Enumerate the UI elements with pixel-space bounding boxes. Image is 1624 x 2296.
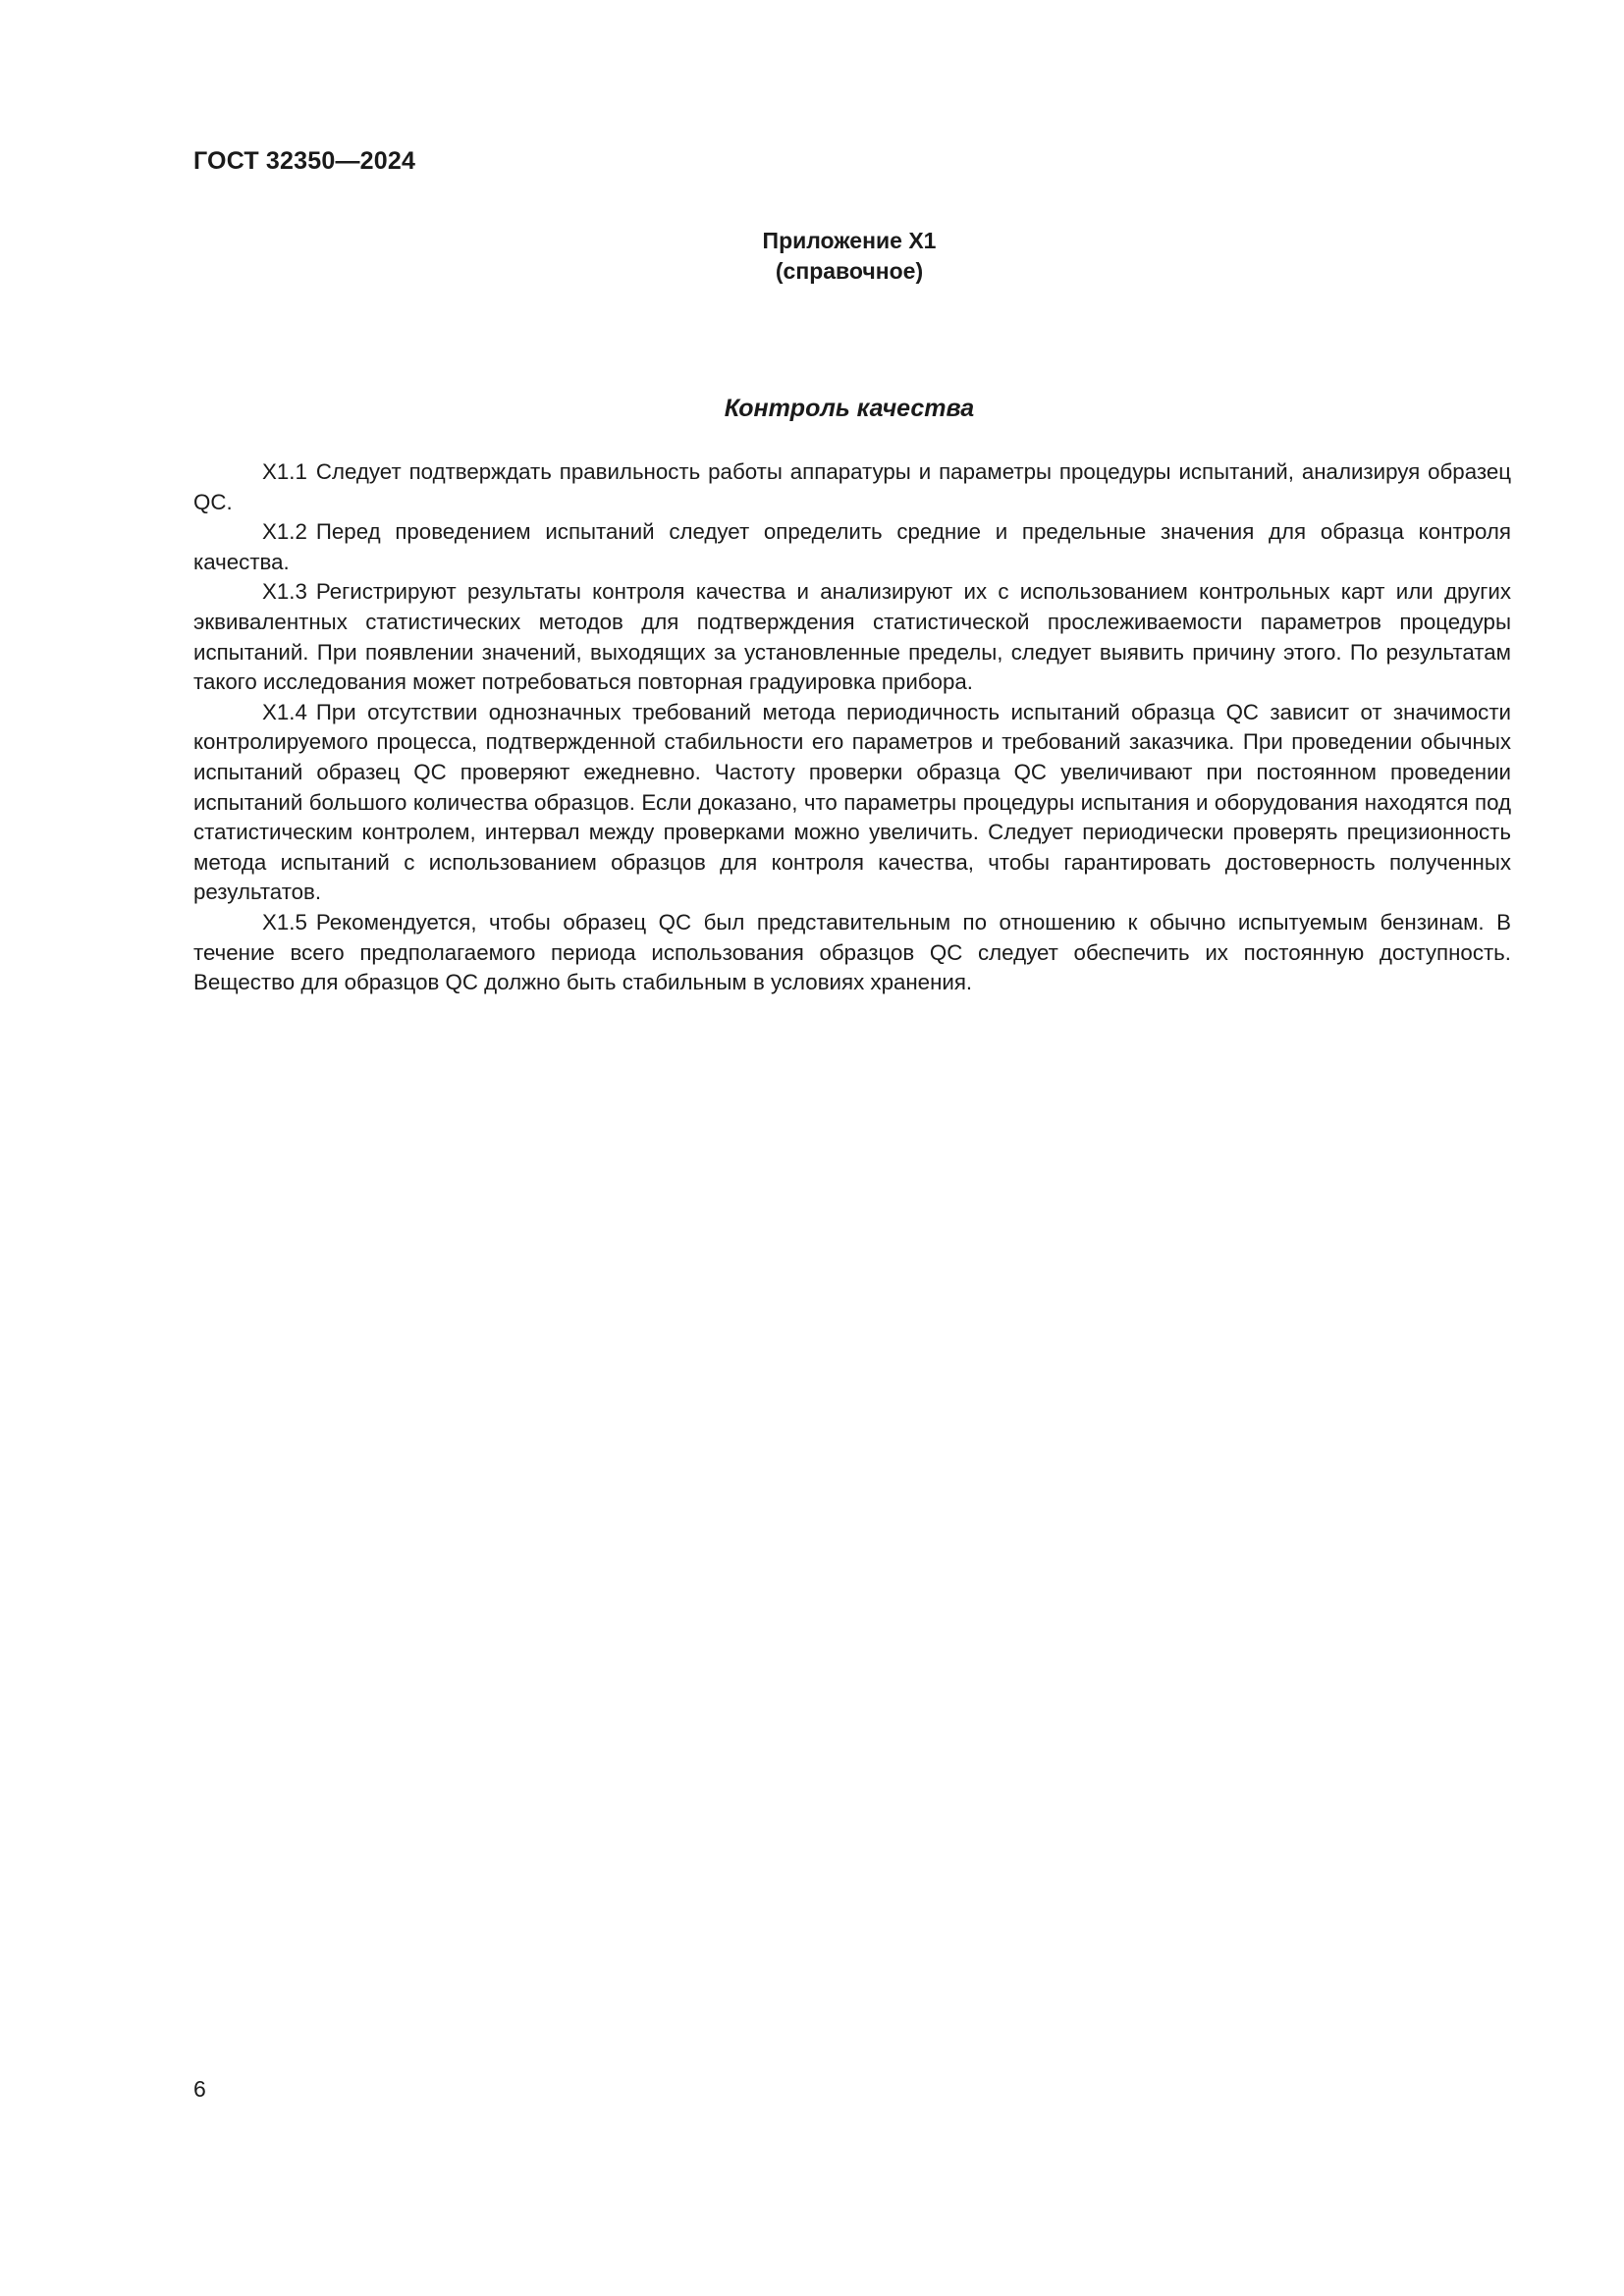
paragraph-number: X1.3 [262, 579, 307, 605]
appendix-title: Приложение X1 [762, 228, 937, 253]
paragraph-x1-5 [193, 908, 1511, 998]
section-body [193, 457, 1511, 998]
paragraph-number: X1.5 [262, 909, 307, 934]
paragraph-text: Рекомендуется, чтобы образец QC был представительным по отношению к обычно испытуемым бензинам. В течение всего предполагаемого периода использования образцов QC следует обеспечить их постоянную доступность. Вещество для образцов QC должно быть стабильным в условиях хранения. [193, 909, 1511, 995]
document-code-header: ГОСТ 32350—2024 [193, 147, 416, 175]
paragraph-x1-1 [193, 457, 1511, 517]
paragraph-text: Перед проведением испытаний следует определить средние и предельные значения для образца контроля качества. [193, 519, 1511, 574]
paragraph-text: Регистрируют результаты контроля качества и анализируют их с использованием контрольных карт или других эквивалентных статистических методов для подтверждения статистической прослеживаемости параметров процедуры испытаний. При появлении значений, выходящих за установленные пределы, следует выявить причину этого. По результатам такого исследования может потребоваться повторная градуировка прибора. [193, 579, 1511, 695]
paragraph-number: X1.2 [262, 519, 307, 545]
paragraph-number: X1.4 [262, 699, 307, 724]
paragraph-x1-4 [193, 698, 1511, 908]
paragraph-number: X1.1 [262, 459, 307, 484]
paragraph-text: Следует подтверждать правильность работы аппаратуры и параметры процедуры испытаний, анализируя образец QC. [193, 459, 1511, 514]
paragraph-x1-3 [193, 577, 1511, 697]
appendix-status: (справочное) [775, 258, 924, 284]
paragraph-x1-2 [193, 517, 1511, 577]
page-number: 6 [193, 2076, 206, 2102]
paragraph-text: При отсутствии однозначных требований метода периодичность испытаний образца QC зависит от значимости контролируемого процесса, подтвержденной стабильности его параметров и требований заказчика. При проведении обычных испытаний образец QC проверяют ежедневно. Частоту проверки образца QC увеличивают при постоянном проведении испытаний большого количества образцов. Если доказано, что параметры процедуры испытания и оборудования находятся под статистическим контролем, интервал между проверками можно увеличить. Следует периодически проверять прецизионность метода испытаний с использованием образцов для контроля качества, чтобы гарантировать достоверность полученных результатов. [193, 699, 1511, 905]
section-title: Контроль качества [724, 395, 975, 422]
